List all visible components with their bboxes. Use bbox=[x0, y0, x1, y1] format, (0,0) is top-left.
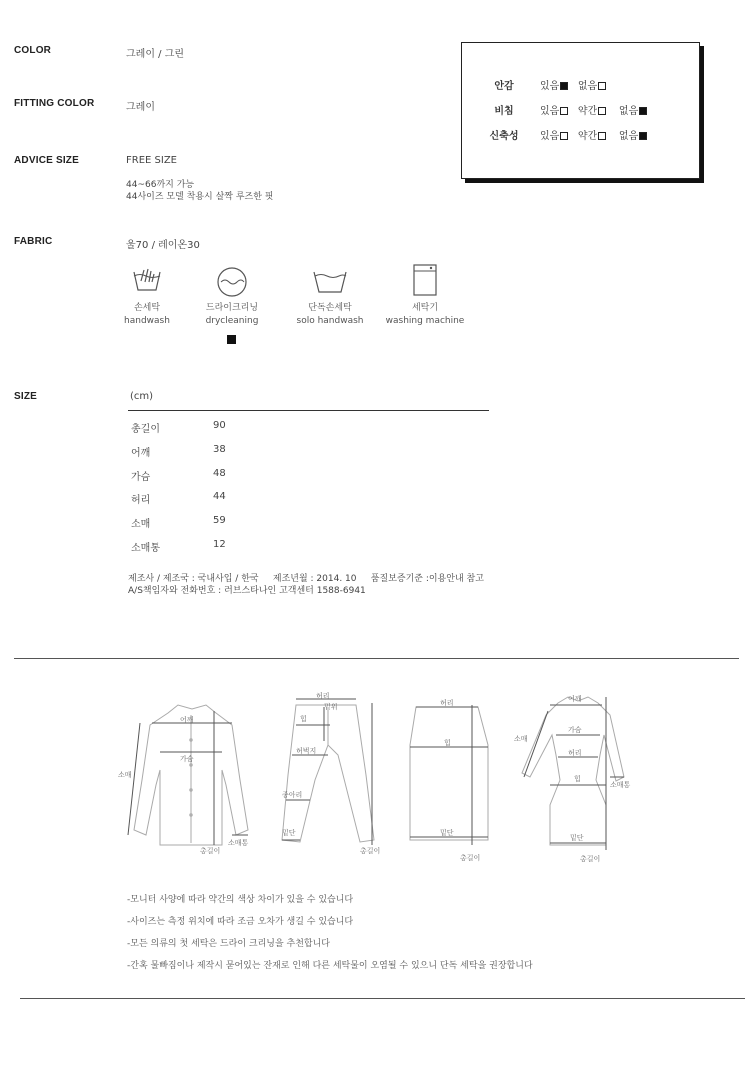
option-label: 있음 bbox=[540, 106, 560, 117]
section-divider bbox=[14, 658, 739, 659]
diagram-label: 허리 bbox=[440, 699, 454, 707]
washing-machine-icon bbox=[412, 263, 438, 297]
fabric-value: 울70 / 레이온30 bbox=[126, 240, 200, 251]
checkbox-checked bbox=[560, 82, 568, 90]
size-name: 소매통 bbox=[131, 543, 160, 554]
advice-size-label: ADVICE SIZE bbox=[14, 155, 79, 166]
dress-diagram bbox=[522, 697, 624, 845]
bottom-divider bbox=[20, 998, 745, 999]
diagram-label: 밑단 bbox=[282, 829, 296, 837]
care-ko-label: 단독손세탁 bbox=[308, 303, 352, 313]
size-name: 총길이 bbox=[131, 424, 160, 435]
notice-line: -모든 의류의 첫 세탁은 드라이 크리닝을 추천합니다 bbox=[127, 939, 330, 949]
size-label: SIZE bbox=[14, 391, 38, 402]
fitting-color-value: 그레이 bbox=[126, 102, 155, 113]
diagram-label: 어깨 bbox=[568, 695, 582, 703]
option-label: 있음 bbox=[540, 131, 560, 142]
advice-size-value: FREE SIZE bbox=[126, 155, 177, 166]
size-row bbox=[131, 444, 226, 459]
shirt-diagram bbox=[134, 705, 248, 845]
skirt-diagram bbox=[410, 707, 488, 840]
notice-line: -사이즈는 측정 위치에 따라 조금 오차가 생길 수 있습니다 bbox=[127, 917, 354, 927]
care-ko-label: 세탁기 bbox=[411, 303, 439, 313]
property-key: 안감 bbox=[494, 81, 514, 92]
fabric-label: FABRIC bbox=[14, 236, 53, 247]
diagram-label: 가슴 bbox=[180, 755, 194, 763]
diagram-label: 종아리 bbox=[282, 791, 303, 799]
diagram-label: 총길이 bbox=[360, 847, 381, 855]
size-row bbox=[131, 420, 226, 435]
notice-line: -간혹 물빠짐이나 제작시 묻어있는 잔재로 인해 다른 세탁물이 오염될 수 있으니 단독 세탁을 권장합니다 bbox=[127, 961, 533, 971]
care-drycleaning bbox=[187, 262, 277, 352]
care-solo-handwash bbox=[285, 262, 375, 342]
size-name: 소매 bbox=[131, 519, 151, 530]
diagram-label: 소매통 bbox=[610, 781, 631, 789]
diagram-label: 가슴 bbox=[568, 726, 582, 734]
handwash-icon bbox=[132, 264, 162, 294]
diagram-label: 어깨 bbox=[180, 716, 194, 724]
notice-line: -모니터 사양에 따라 약간의 색상 차이가 있을 수 있습니다 bbox=[127, 895, 354, 905]
property-key: 비침 bbox=[494, 106, 514, 117]
advice-size-note-1: 44~66까지 가능 bbox=[126, 180, 195, 190]
size-table-divider bbox=[128, 410, 489, 411]
checkbox-empty bbox=[598, 107, 606, 115]
diagram-label: 밑단 bbox=[440, 829, 454, 837]
drycleaning-icon bbox=[216, 266, 248, 298]
care-handwash bbox=[102, 262, 192, 342]
diagram-label: 총길이 bbox=[580, 855, 601, 863]
size-value: 59 bbox=[213, 515, 226, 526]
size-value: 12 bbox=[213, 539, 226, 550]
care-en-label: solo handwash bbox=[296, 316, 364, 326]
diagram-label: 허리 bbox=[568, 749, 582, 757]
checkbox-empty bbox=[598, 132, 606, 140]
size-value: 44 bbox=[213, 491, 226, 502]
solo-handwash-icon bbox=[312, 266, 348, 296]
diagram-label: 총길이 bbox=[460, 854, 481, 862]
diagram-label: 허벅지 bbox=[296, 747, 317, 755]
size-name: 허리 bbox=[131, 495, 151, 506]
as-contact-info: A/S책임자와 전화번호 : 러브스타나인 고객센터 1588-6941 bbox=[128, 586, 366, 596]
diagram-label: 허리 bbox=[316, 692, 330, 700]
selected-marker bbox=[227, 335, 236, 344]
color-value: 그레이 / 그린 bbox=[126, 49, 185, 60]
fabric-properties-box bbox=[461, 42, 700, 179]
diagram-label: 소매 bbox=[118, 771, 132, 779]
option-label: 없음 bbox=[577, 81, 598, 92]
option-label: 없음 bbox=[618, 106, 639, 117]
checkbox-empty bbox=[598, 82, 606, 90]
option-label: 없음 bbox=[618, 131, 639, 142]
option-label: 약간 bbox=[577, 131, 598, 142]
size-value: 48 bbox=[213, 468, 226, 479]
advice-size-note-2: 44사이즈 모델 착용시 살짝 루즈한 핏 bbox=[126, 192, 274, 202]
diagram-label: 소매통 bbox=[228, 839, 249, 847]
diagram-label: 밑위 bbox=[324, 703, 338, 711]
size-row bbox=[131, 468, 226, 483]
size-row bbox=[131, 491, 226, 506]
care-en-label: drycleaning bbox=[205, 316, 259, 326]
color-label: COLOR bbox=[14, 45, 52, 56]
care-ko-label: 손세탁 bbox=[133, 303, 161, 313]
size-unit: (cm) bbox=[130, 391, 154, 402]
checkbox-checked bbox=[639, 107, 647, 115]
size-name: 가슴 bbox=[131, 472, 151, 483]
property-key: 신축성 bbox=[489, 131, 519, 142]
size-value: 90 bbox=[213, 420, 226, 431]
checkbox-empty bbox=[560, 107, 568, 115]
care-washing-machine bbox=[380, 262, 470, 342]
diagram-label: 밑단 bbox=[570, 834, 584, 842]
care-ko-label: 드라이크리닝 bbox=[205, 303, 259, 313]
checkbox-empty bbox=[560, 132, 568, 140]
measurement-diagrams bbox=[110, 685, 650, 870]
size-name: 어깨 bbox=[131, 448, 151, 459]
care-en-label: washing machine bbox=[385, 316, 465, 326]
diagram-label: 소매 bbox=[514, 735, 528, 743]
diagram-label: 총길이 bbox=[200, 847, 221, 855]
care-en-label: handwash bbox=[124, 316, 170, 326]
pants-diagram bbox=[282, 705, 374, 842]
checkbox-checked bbox=[639, 132, 647, 140]
fitting-color-label: FITTING COLOR bbox=[14, 98, 95, 109]
option-label: 약간 bbox=[577, 106, 598, 117]
diagram-label: 힙 bbox=[444, 739, 451, 747]
size-value: 38 bbox=[213, 444, 226, 455]
size-row bbox=[131, 539, 226, 554]
diagram-label: 힙 bbox=[300, 715, 307, 723]
diagram-label: 힙 bbox=[574, 775, 581, 783]
manufacturer-info: 제조사 / 제조국 : 국내사입 / 한국 제조년월 : 2014. 10 품질보증기준 :이용안내 참고 bbox=[128, 574, 484, 584]
size-row bbox=[131, 515, 226, 530]
option-label: 있음 bbox=[540, 81, 560, 92]
